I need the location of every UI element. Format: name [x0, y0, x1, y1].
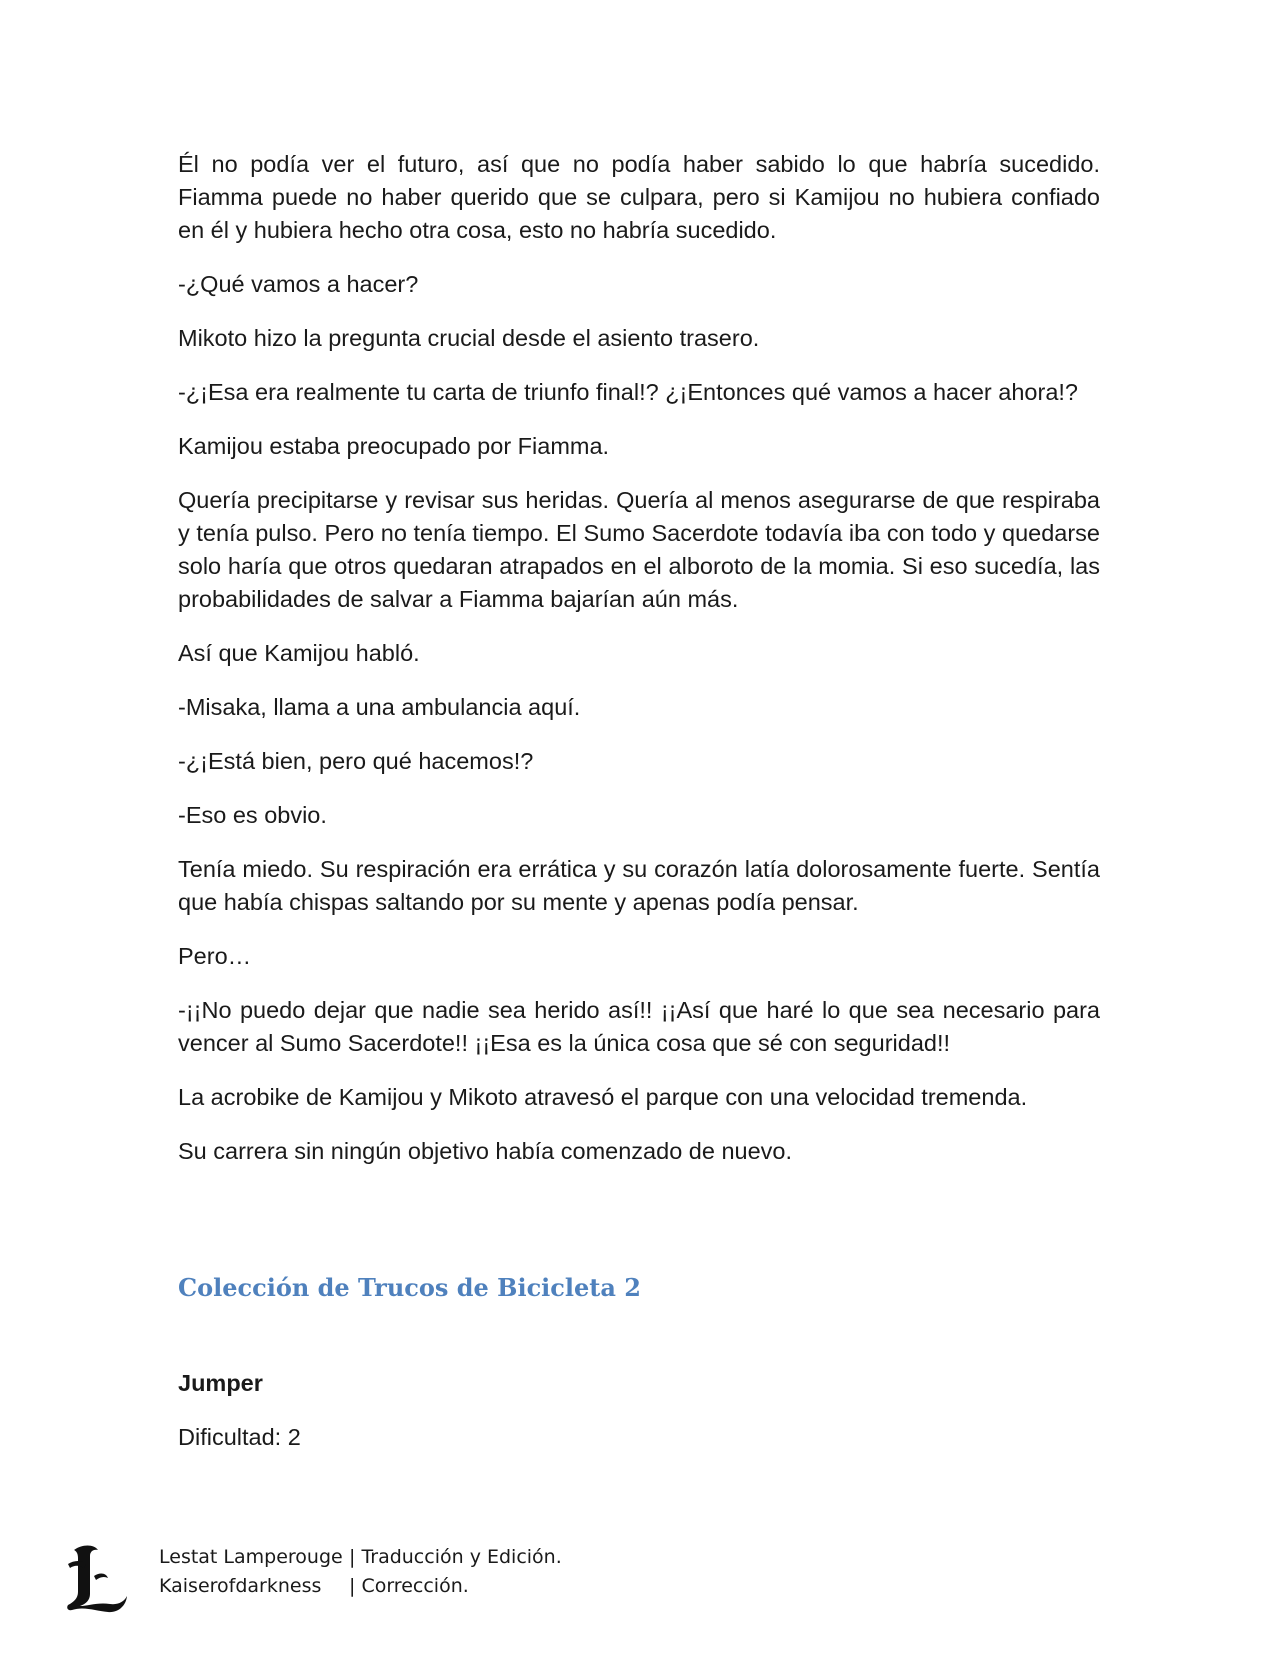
paragraph: -Eso es obvio. [178, 802, 327, 828]
paragraph: -¿¡Está bien, pero qué hacemos!? [178, 748, 534, 774]
paragraph: Pero… [178, 943, 252, 969]
paragraph: Quería precipitarse y revisar sus heridas. Quería al menos asegurarse de que respiraba y tenía pulso. Pero no tenía tiempo. El Sumo Sacerdote todavía iba con todo y quedarse solo haría que otros quedaran atrapados en el alboroto de la momia. Si eso sucedía, las probabilidades de salvar a Fiamma bajarían aún más. [178, 487, 1100, 612]
credit-row [159, 1543, 562, 1572]
paragraph: Mikoto hizo la pregunta crucial desde el asiento trasero. [178, 325, 760, 351]
paragraph: La acrobike de Kamijou y Mikoto atravesó el parque con una velocidad tremenda. [178, 1084, 1028, 1110]
paragraph: Tenía miedo. Su respiración era errática y su corazón latía dolorosamente fuerte. Sentía que había chispas saltando por su mente y apenas podía pensar. [178, 856, 1100, 915]
paragraph: Su carrera sin ningún objetivo había comenzado de nuevo. [178, 1138, 793, 1164]
gothic-l-logo-icon [64, 1542, 130, 1614]
footer-credits [159, 1543, 562, 1601]
paragraph: -¿¡Esa era realmente tu carta de triunfo final!? ¿¡Entonces qué vamos a hacer ahora!? [178, 379, 1078, 405]
credit-role: | Traducción y Edición. [349, 1546, 562, 1568]
paragraph: -¿Qué vamos a hacer? [178, 271, 419, 297]
paragraph: Kamijou estaba preocupado por Fiamma. [178, 433, 610, 459]
paragraph: Él no podía ver el futuro, así que no podía haber sabido lo que habría sucedido. Fiamma puede no haber querido que se culpara, pero si Kamijou no hubiera confiado en él y hubiera hecho otra cosa, esto no habría sucedido. [178, 151, 1100, 243]
trick-difficulty: Dificultad: 2 [178, 1424, 301, 1450]
paragraph: -¡¡No puedo dejar que nadie sea herido así!! ¡¡Así que haré lo que sea necesario para vencer al Sumo Sacerdote!! ¡¡Esa es la única cosa que sé con seguridad!! [178, 997, 1100, 1056]
body-text [178, 148, 1100, 1189]
trick-name: Jumper [178, 1370, 263, 1396]
credit-role: | Corrección. [349, 1575, 469, 1597]
section-heading: Colección de Trucos de Bicicleta 2 [178, 1273, 641, 1302]
credit-row [159, 1572, 562, 1601]
paragraph: -Misaka, llama a una ambulancia aquí. [178, 694, 581, 720]
paragraph: Así que Kamijou habló. [178, 640, 420, 666]
credit-name: Kaiserofdarkness [159, 1575, 322, 1597]
credit-name: Lestat Lamperouge [159, 1546, 343, 1568]
